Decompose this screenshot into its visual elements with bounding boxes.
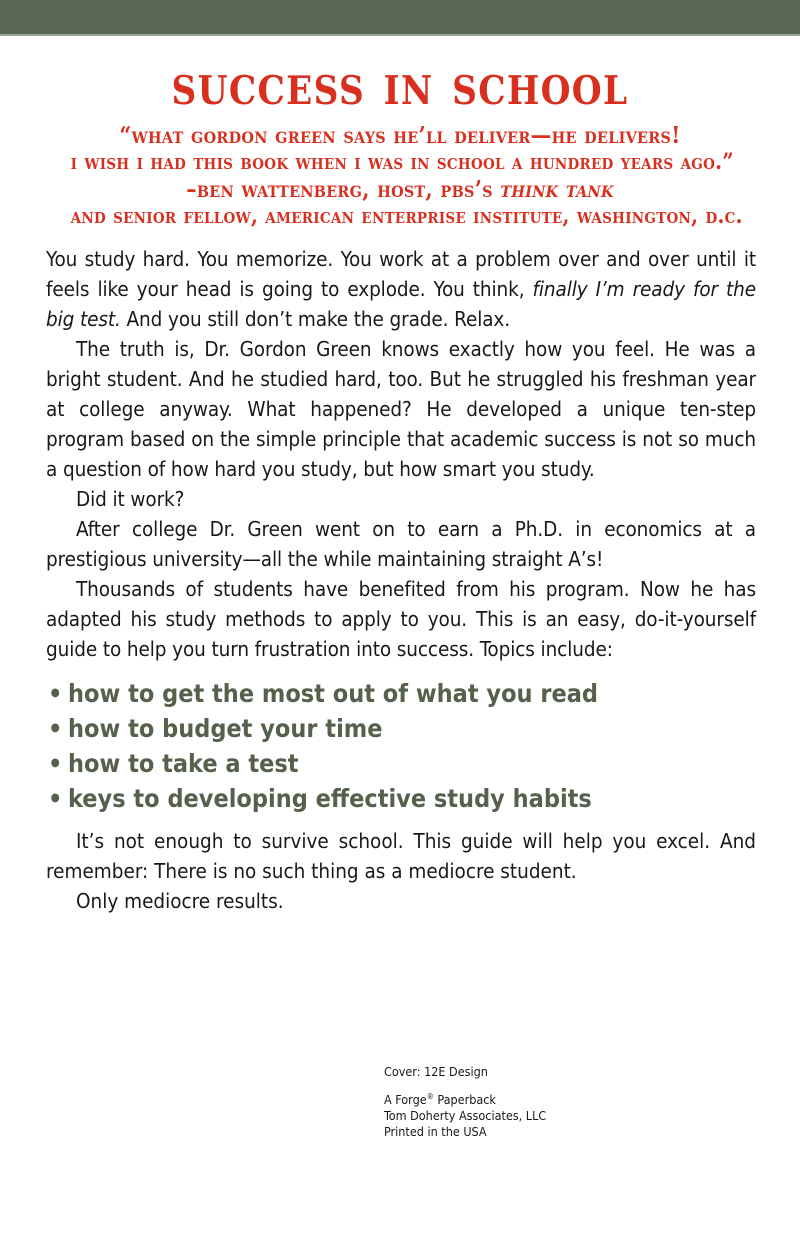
list-item <box>46 781 756 816</box>
colophon-spacer <box>384 1080 546 1089</box>
paragraph-4: After college Dr. Green went on to earn a Ph.D. in economics at a prestigious university—all the while maintaining straight A’s! <box>46 517 756 571</box>
imprint-line <box>384 1089 546 1108</box>
paragraph-1 <box>46 244 756 334</box>
title-block <box>0 36 800 230</box>
registered-trademark-icon: ® <box>426 1092 434 1101</box>
blurb-line-2: i wish i had this book when i was in school a hundred years ago.” <box>70 149 734 175</box>
list-item-label: keys to developing effective study habits <box>68 784 592 813</box>
blurb-attribution <box>71 176 730 203</box>
cover-credit: Cover: 12E Design <box>384 1064 488 1079</box>
list-item-label: how to take a test <box>68 749 299 778</box>
publisher-name: Tom Doherty Associates, LLC <box>384 1108 547 1124</box>
bullet-dot-icon: • <box>48 714 63 743</box>
imprint-format: Paperback <box>433 1092 496 1108</box>
list-item-label: how to budget your time <box>68 714 383 743</box>
blurb-affiliation: and senior fellow, american enterprise institute, washington, d.c. <box>70 203 743 229</box>
body-copy <box>0 230 800 664</box>
closing-copy <box>0 826 800 916</box>
paragraph-1-emphasis: finally I’m ready for the big test. <box>46 277 756 331</box>
book-title: success in school <box>171 52 629 118</box>
paragraph-1-part-b: And you still don’t make the grade. Relax. <box>120 307 510 331</box>
bullet-dot-icon: • <box>48 679 63 708</box>
blurb-show-title: think tank <box>500 176 614 203</box>
paragraph-3: Did it work? <box>76 487 185 511</box>
printing-location: Printed in the USA <box>384 1124 487 1140</box>
list-item <box>46 676 756 711</box>
list-item <box>46 746 756 781</box>
bullet-dot-icon: • <box>48 784 63 813</box>
closing-paragraph-2: Only mediocre results. <box>76 889 284 913</box>
paragraph-1-part-a: You study hard. You memorize. You work at a problem over and over until it feels like your head is going to explode. You think, <box>46 247 756 301</box>
blurb-line-1: “what gordon green says he’ll deliver—he delivers! <box>119 122 681 149</box>
blurb-attribution-name: –ben wattenberg, host, pbs’s <box>186 176 501 203</box>
list-item <box>46 711 756 746</box>
paragraph-5: Thousands of students have benefited from his program. Now he has adapted his study methods to apply to you. This is an easy, do-it-yourself guide to help you turn frustration into success. Topics include: <box>46 577 756 661</box>
imprint-name: A Forge <box>384 1092 427 1108</box>
bullet-dot-icon: • <box>48 749 63 778</box>
colophon <box>384 1064 546 1140</box>
topics-list <box>0 676 800 816</box>
review-blurb <box>34 122 766 230</box>
paragraph-2: The truth is, Dr. Gordon Green knows exactly how you feel. He was a bright student. And he studied hard, too. But he struggled his freshman year at college anyway. What happened? He developed a unique ten-step program based on the simple principle that academic success is not so much a question of how hard you study, but how smart you study. <box>46 337 756 481</box>
closing-paragraph-1: It’s not enough to survive school. This guide will help you excel. And remember: There is no such thing as a mediocre student. <box>46 829 756 883</box>
list-item-label: how to get the most out of what you read <box>68 679 598 708</box>
cover-content <box>0 36 800 916</box>
top-color-band <box>0 0 800 34</box>
